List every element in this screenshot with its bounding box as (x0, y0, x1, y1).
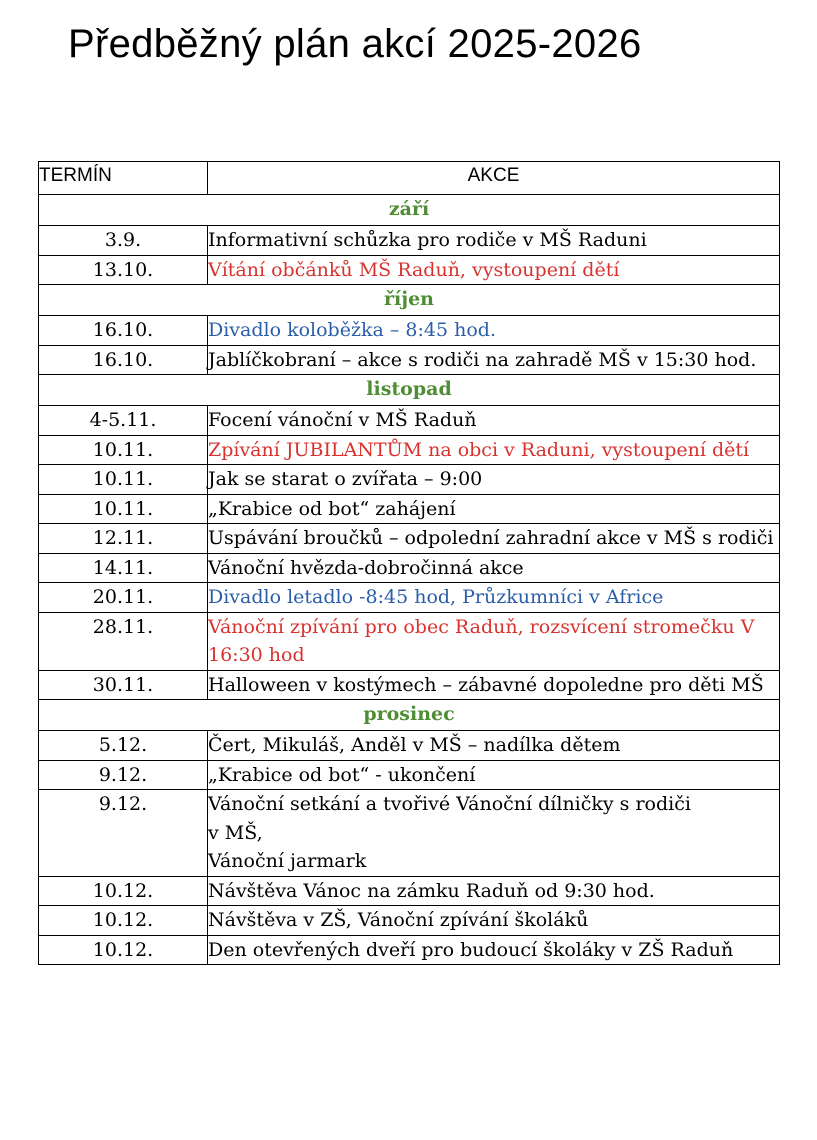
event-description: Návštěva v ZŠ, Vánoční zpívání školáků (208, 906, 780, 936)
event-date: 4-5.11. (39, 406, 208, 436)
table-row (39, 935, 780, 965)
table-row (39, 612, 780, 670)
event-description (208, 790, 780, 877)
event-description: Jak se starat o zvířata – 9:00 (208, 465, 780, 495)
event-description: Halloween v kostýmech – zábavné dopoledne pro děti MŠ (208, 670, 780, 700)
event-description: Zpívání JUBILANTŮM na obci v Raduni, vystoupení dětí (208, 435, 780, 465)
event-date: 5.12. (39, 731, 208, 761)
event-date: 9.12. (39, 790, 208, 877)
table-row (39, 553, 780, 583)
event-date: 14.11. (39, 553, 208, 583)
event-date: 16.10. (39, 316, 208, 346)
event-date: 10.11. (39, 435, 208, 465)
event-description: Jablíčkobraní – akce s rodiči na zahradě MŠ v 15:30 hod. (208, 345, 780, 375)
event-date: 20.11. (39, 583, 208, 613)
event-date: 10.12. (39, 935, 208, 965)
table-header-row (39, 162, 780, 195)
event-date: 3.9. (39, 226, 208, 256)
event-description: Vítání občánků MŠ Raduň, vystoupení dětí (208, 255, 780, 285)
event-date: 30.11. (39, 670, 208, 700)
month-row (39, 375, 780, 406)
table-row (39, 255, 780, 285)
event-description: Uspávání broučků – odpolední zahradní akce v MŠ s rodiči (208, 524, 780, 554)
event-description: Vánoční zpívání pro obec Raduň, rozsvícení stromečku V 16:30 hod (208, 612, 780, 670)
table-row (39, 583, 780, 613)
event-date: 10.11. (39, 465, 208, 495)
event-date: 13.10. (39, 255, 208, 285)
event-date: 16.10. (39, 345, 208, 375)
table-row (39, 226, 780, 256)
table-row (39, 494, 780, 524)
events-table-body (39, 195, 780, 965)
table-row (39, 435, 780, 465)
event-date: 9.12. (39, 760, 208, 790)
table-row (39, 316, 780, 346)
event-description: Vánoční hvězda-dobročinná akce (208, 553, 780, 583)
event-description: „Krabice od bot“ zahájení (208, 494, 780, 524)
month-heading: listopad (39, 375, 780, 406)
month-row (39, 195, 780, 226)
table-row (39, 670, 780, 700)
table-row (39, 345, 780, 375)
month-heading: říjen (39, 285, 780, 316)
event-description: Divadlo koloběžka – 8:45 hod. (208, 316, 780, 346)
event-description: Focení vánoční v MŠ Raduň (208, 406, 780, 436)
table-row (39, 406, 780, 436)
month-heading: září (39, 195, 780, 226)
table-row (39, 790, 780, 877)
event-description: Informativní schůzka pro rodiče v MŠ Raduni (208, 226, 780, 256)
event-date: 10.12. (39, 876, 208, 906)
date-column-header: TERMÍN (39, 162, 208, 195)
event-date: 10.12. (39, 906, 208, 936)
page-title: Předběžný plán akcí 2025-2026 (68, 22, 642, 66)
table-row (39, 465, 780, 495)
event-description: Divadlo letadlo -8:45 hod, Průzkumníci v Africe (208, 583, 780, 613)
table-row (39, 906, 780, 936)
event-description: „Krabice od bot“ - ukončení (208, 760, 780, 790)
event-column-header: AKCE (208, 162, 780, 195)
event-description: Návštěva Vánoc na zámku Raduň od 9:30 hod. (208, 876, 780, 906)
event-date: 12.11. (39, 524, 208, 554)
event-description-line: Vánoční setkání a tvořivé Vánoční dílničky s rodiči (208, 793, 691, 815)
month-heading: prosinec (39, 700, 780, 731)
event-description-line: Vánoční jarmark (208, 850, 367, 872)
event-description: Čert, Mikuláš, Anděl v MŠ – nadílka dětem (208, 731, 780, 761)
event-date: 28.11. (39, 612, 208, 670)
event-description-line: v MŠ, (208, 821, 263, 844)
table-row (39, 731, 780, 761)
table-row (39, 760, 780, 790)
table-row (39, 524, 780, 554)
month-row (39, 700, 780, 731)
table-row (39, 876, 780, 906)
event-date: 10.11. (39, 494, 208, 524)
month-row (39, 285, 780, 316)
events-table (38, 161, 780, 965)
event-description: Den otevřených dveří pro budoucí školáky v ZŠ Raduň (208, 935, 780, 965)
